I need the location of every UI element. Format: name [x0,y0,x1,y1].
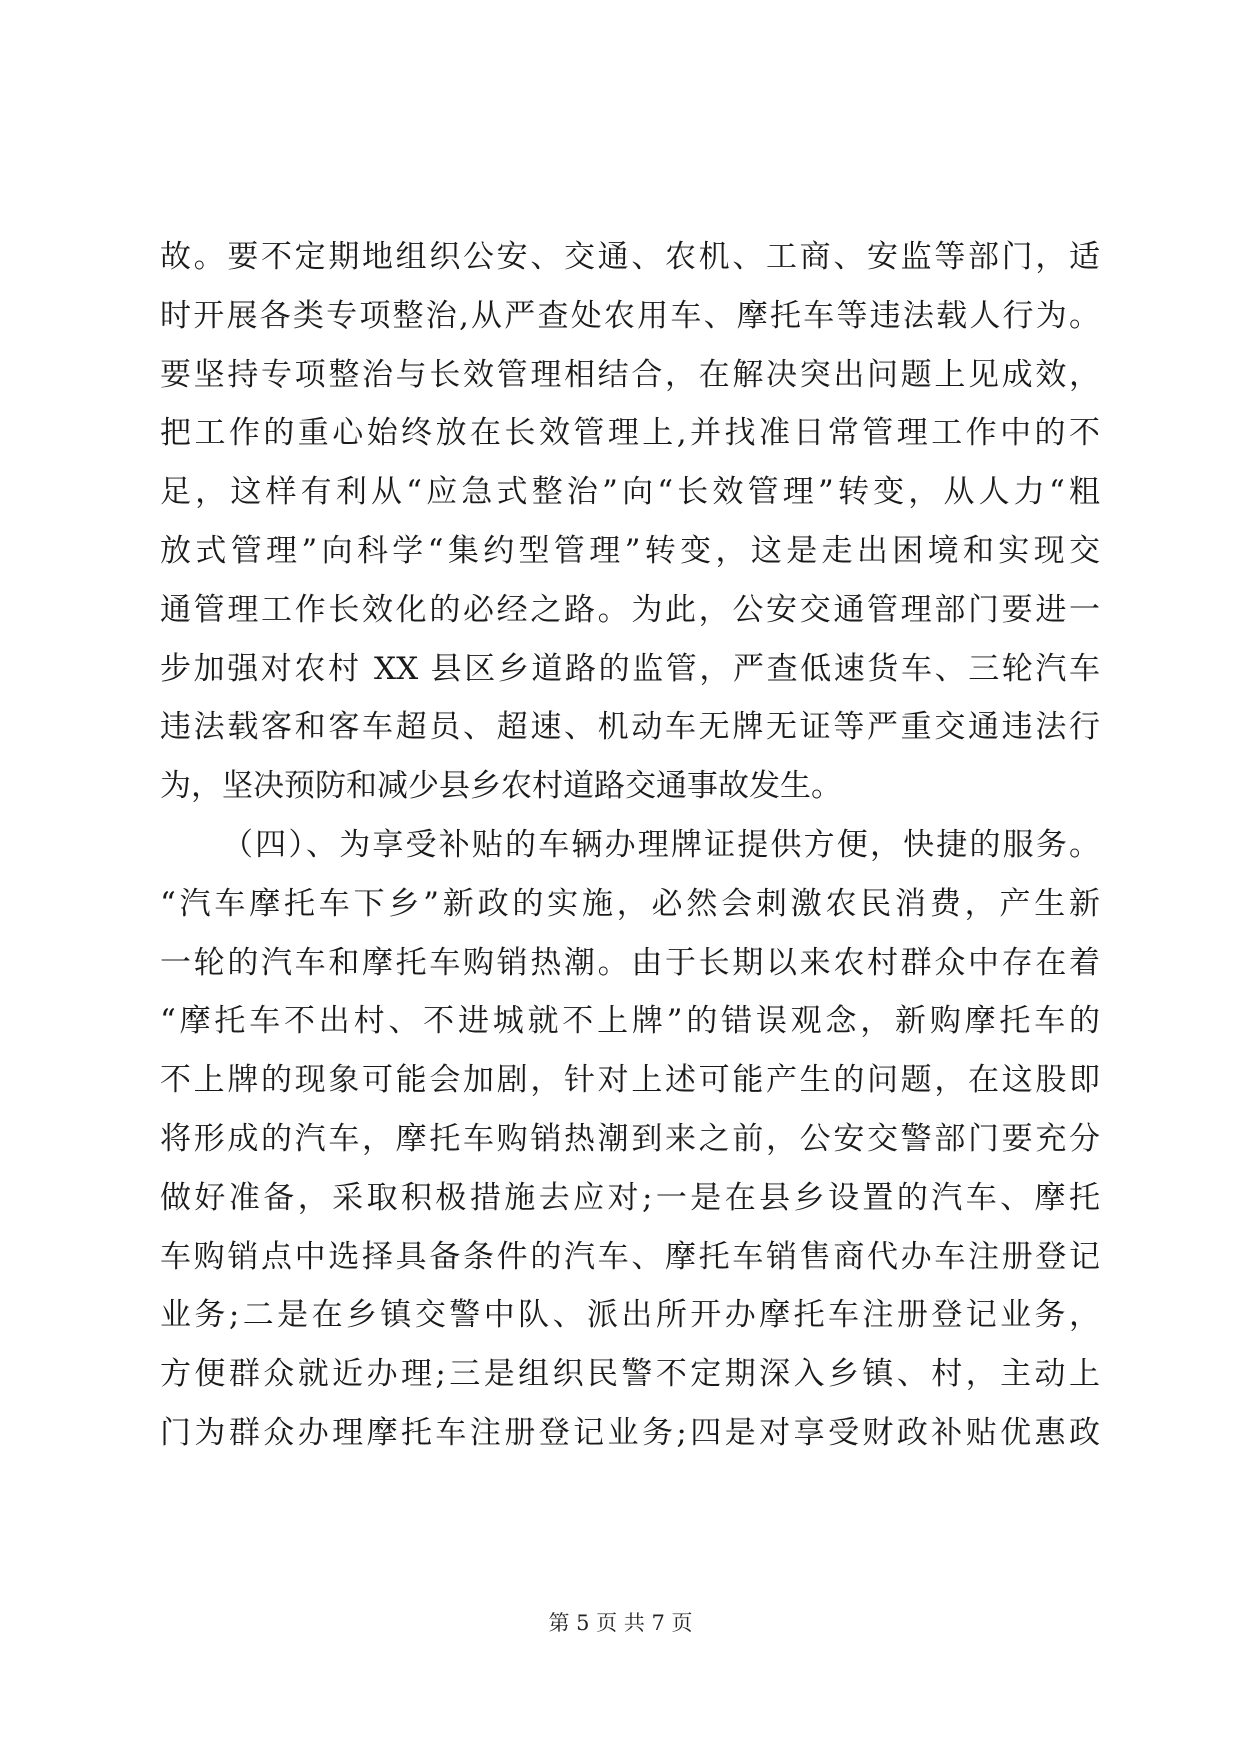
text-line: 时开展各类专项整治,从严查处农用车、摩托车等违法载人行为。 [160,297,1100,334]
text-line: 做好准备，采取积极措施去应对;一是在县乡设置的汽车、摩托 [160,1179,1100,1216]
text-line: 车购销点中选择具备条件的汽车、摩托车销售商代办车注册登记 [160,1238,1100,1275]
text-line: 通管理工作长效化的必经之路。为此，公安交通管理部门要进一 [160,591,1100,628]
text-line: 一轮的汽车和摩托车购销热潮。由于长期以来农村群众中存在着 [160,944,1100,981]
text-line: （四）、为享受补贴的车辆办理牌证提供方便，快捷的服务。 [222,826,1100,863]
page-number-footer: 第 5 页 共 7 页 [548,1611,693,1635]
document-body [160,228,1100,1463]
text-line: 放式管理”向科学“集约型管理”转变，这是走出困境和实现交 [160,532,1100,569]
text-line: “汽车摩托车下乡”新政的实施，必然会刺激农民消费，产生新 [160,885,1100,922]
text-line: 把工作的重心始终放在长效管理上,并找准日常管理工作中的不 [160,415,1100,452]
text-line: 要坚持专项整治与长效管理相结合，在解决突出问题上见成效， [160,356,1100,393]
text-line: 将形成的汽车，摩托车购销热潮到来之前，公安交警部门要充分 [160,1120,1100,1157]
text-line: 足，这样有利从“应急式整治”向“长效管理”转变，从人力“粗 [160,474,1100,511]
text-line: “摩托车不出村、不进城就不上牌”的错误观念，新购摩托车的 [160,1003,1100,1040]
text-line: 业务;二是在乡镇交警中队、派出所开办摩托车注册登记业务， [160,1297,1100,1334]
text-line: 门为群众办理摩托车注册登记业务;四是对享受财政补贴优惠政 [160,1414,1100,1451]
text-line: 不上牌的现象可能会加剧，针对上述可能产生的问题，在这股即 [160,1062,1100,1099]
text-line: 违法载客和客车超员、超速、机动车无牌无证等严重交通违法行 [160,709,1100,746]
text-line: 为，坚决预防和减少县乡农村道路交通事故发生。 [160,768,842,805]
text-line: 方便群众就近办理;三是组织民警不定期深入乡镇、村，主动上 [160,1356,1100,1393]
text-line: 故。要不定期地组织公安、交通、农机、工商、安监等部门，适 [160,239,1100,275]
text-line: 步加强对农村 XX 县区乡道路的监管，严查低速货车、三轮汽车 [160,650,1100,687]
